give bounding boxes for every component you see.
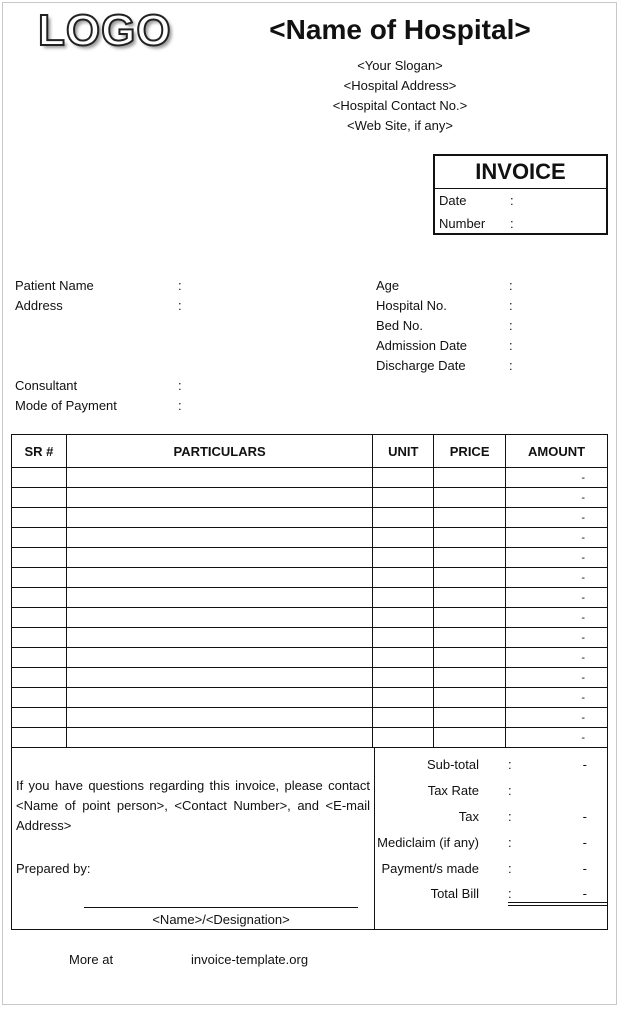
colon: :	[508, 861, 512, 876]
table-row	[12, 628, 608, 648]
hospital-no-label: Hospital No.	[376, 298, 447, 313]
tax-row	[374, 809, 609, 829]
amount-cell[interactable]: -	[506, 668, 608, 688]
consultant-label: Consultant	[15, 378, 78, 393]
subtotal-row	[374, 757, 609, 777]
colon: :	[178, 378, 182, 393]
price-cell[interactable]	[434, 708, 506, 728]
sr-cell[interactable]	[12, 588, 67, 608]
tax-value: -	[582, 809, 587, 824]
sr-cell[interactable]	[12, 548, 67, 568]
amount-cell[interactable]: -	[506, 588, 608, 608]
particulars-cell[interactable]	[66, 708, 372, 728]
footer-more-at: More at	[69, 952, 114, 967]
payments-row	[374, 861, 609, 881]
header-particulars: PARTICULARS	[66, 435, 372, 468]
amount-cell[interactable]: -	[506, 628, 608, 648]
price-cell[interactable]	[434, 648, 506, 668]
tax-rate-label: Tax Rate	[427, 783, 479, 798]
colon: :	[508, 835, 512, 850]
particulars-cell[interactable]	[66, 628, 372, 648]
particulars-cell[interactable]	[66, 508, 372, 528]
colon: :	[509, 338, 513, 353]
hospital-address: <Hospital Address>	[343, 78, 457, 93]
table-row	[12, 508, 608, 528]
mode-of-payment-label: Mode of Payment	[15, 398, 117, 413]
particulars-cell[interactable]	[66, 528, 372, 548]
price-cell[interactable]	[434, 688, 506, 708]
total-bill-label: Total Bill	[430, 886, 479, 901]
total-double-underline	[508, 902, 608, 903]
tax-rate-row	[374, 783, 609, 803]
logo: LOGO	[38, 6, 172, 55]
colon: :	[178, 298, 182, 313]
invoice-number-row[interactable]	[435, 212, 606, 235]
header-unit: UNIT	[373, 435, 434, 468]
subtotal-value: -	[582, 757, 587, 772]
price-cell[interactable]	[434, 608, 506, 628]
sr-cell[interactable]	[12, 528, 67, 548]
unit-cell[interactable]	[373, 528, 434, 548]
unit-cell[interactable]	[373, 728, 434, 748]
unit-cell[interactable]	[373, 708, 434, 728]
sr-cell[interactable]	[12, 468, 67, 488]
colon: :	[510, 193, 514, 208]
table-row	[12, 708, 608, 728]
unit-cell[interactable]	[373, 568, 434, 588]
sr-cell[interactable]	[12, 668, 67, 688]
mediclaim-label: Mediclaim (if any)	[377, 835, 479, 850]
total-bill-value: -	[582, 886, 587, 901]
colon: :	[178, 278, 182, 293]
price-cell[interactable]	[434, 548, 506, 568]
colon: :	[509, 278, 513, 293]
invoice-number-label: Number	[439, 216, 486, 231]
particulars-cell[interactable]	[66, 488, 372, 508]
header-amount: AMOUNT	[506, 435, 608, 468]
sr-cell[interactable]	[12, 728, 67, 748]
unit-cell[interactable]	[373, 668, 434, 688]
particulars-cell[interactable]	[66, 608, 372, 628]
table-row	[12, 568, 608, 588]
particulars-cell[interactable]	[66, 688, 372, 708]
particulars-cell[interactable]	[66, 588, 372, 608]
unit-cell[interactable]	[373, 648, 434, 668]
colon: :	[508, 809, 512, 824]
table-row	[12, 468, 608, 488]
price-cell[interactable]	[434, 628, 506, 648]
sr-cell[interactable]	[12, 708, 67, 728]
unit-cell[interactable]	[373, 488, 434, 508]
bed-no-label: Bed No.	[376, 318, 423, 333]
hospital-contact: <Hospital Contact No.>	[332, 98, 468, 113]
invoice-box	[433, 154, 608, 235]
colon: :	[509, 318, 513, 333]
footer-site-link[interactable]: invoice-template.org	[191, 952, 309, 967]
price-cell[interactable]	[434, 468, 506, 488]
questions-note: If you have questions regarding this invoice, please contact <Name of point person>, <Contact Number>, and <E-mail Address>	[16, 778, 370, 833]
invoice-date-row[interactable]	[435, 189, 606, 212]
colon: :	[510, 216, 514, 231]
unit-cell[interactable]	[373, 688, 434, 708]
price-cell[interactable]	[434, 588, 506, 608]
sr-cell[interactable]	[12, 568, 67, 588]
price-cell[interactable]	[434, 508, 506, 528]
sr-cell[interactable]	[12, 688, 67, 708]
table-row	[12, 608, 608, 628]
table-row	[12, 548, 608, 568]
price-cell[interactable]	[434, 488, 506, 508]
table-header-row	[12, 435, 608, 468]
unit-cell[interactable]	[373, 468, 434, 488]
unit-cell[interactable]	[373, 608, 434, 628]
header-sr: SR #	[12, 435, 67, 468]
colon: :	[178, 398, 182, 413]
particulars-cell[interactable]	[66, 468, 372, 488]
amount-cell[interactable]: -	[506, 508, 608, 528]
sr-cell[interactable]	[12, 488, 67, 508]
colon: :	[508, 757, 512, 772]
mediclaim-value: -	[582, 835, 587, 850]
particulars-cell[interactable]	[66, 568, 372, 588]
sr-cell[interactable]	[12, 608, 67, 628]
unit-cell[interactable]	[373, 628, 434, 648]
amount-cell[interactable]: -	[506, 648, 608, 668]
patient-name-label: Patient Name	[15, 278, 94, 293]
amount-cell[interactable]: -	[506, 688, 608, 708]
total-bill-row	[374, 886, 609, 906]
table-row	[12, 528, 608, 548]
price-cell[interactable]	[434, 668, 506, 688]
table-row	[12, 688, 608, 708]
price-cell[interactable]	[434, 728, 506, 748]
prepared-by-label: Prepared by:	[16, 861, 91, 876]
header-price: PRICE	[434, 435, 506, 468]
amount-cell[interactable]: -	[506, 548, 608, 568]
payments-label: Payment/s made	[381, 861, 479, 876]
amount-cell[interactable]: -	[506, 728, 608, 748]
unit-cell[interactable]	[373, 548, 434, 568]
age-label: Age	[376, 278, 400, 293]
invoice-title: INVOICE	[435, 156, 606, 189]
unit-cell[interactable]	[373, 508, 434, 528]
table-row	[12, 728, 608, 748]
items-table	[11, 434, 608, 748]
colon: :	[508, 783, 512, 798]
admission-date-label: Admission Date	[376, 338, 468, 353]
hospital-name: <Name of Hospital>	[269, 14, 531, 45]
table-row	[12, 648, 608, 668]
amount-cell[interactable]: -	[506, 528, 608, 548]
address-label: Address	[15, 298, 63, 313]
amount-cell[interactable]: -	[506, 468, 608, 488]
colon: :	[509, 358, 513, 373]
particulars-cell[interactable]	[66, 548, 372, 568]
tax-label: Tax	[458, 809, 479, 824]
price-cell[interactable]	[434, 528, 506, 548]
table-row	[12, 588, 608, 608]
amount-cell[interactable]: -	[506, 708, 608, 728]
amount-cell[interactable]: -	[506, 488, 608, 508]
subtotal-label: Sub-total	[426, 757, 479, 772]
payments-value: -	[582, 861, 587, 876]
colon: :	[508, 886, 512, 901]
signature-line	[84, 907, 358, 908]
amount-cell[interactable]: -	[506, 608, 608, 628]
unit-cell[interactable]	[373, 588, 434, 608]
sr-cell[interactable]	[12, 648, 67, 668]
invoice-date-label: Date	[439, 193, 467, 208]
table-row	[12, 488, 608, 508]
particulars-cell[interactable]	[66, 648, 372, 668]
total-double-underline-2	[508, 905, 608, 906]
hospital-slogan: <Your Slogan>	[357, 58, 443, 73]
signature-label: <Name>/<Designation>	[152, 912, 290, 927]
mediclaim-row	[374, 835, 609, 855]
sr-cell[interactable]	[12, 628, 67, 648]
amount-cell[interactable]: -	[506, 568, 608, 588]
hospital-website: <Web Site, if any>	[347, 118, 453, 133]
price-cell[interactable]	[434, 568, 506, 588]
discharge-date-label: Discharge Date	[376, 358, 466, 373]
colon: :	[509, 298, 513, 313]
table-row	[12, 668, 608, 688]
particulars-cell[interactable]	[66, 668, 372, 688]
sr-cell[interactable]	[12, 508, 67, 528]
particulars-cell[interactable]	[66, 728, 372, 748]
